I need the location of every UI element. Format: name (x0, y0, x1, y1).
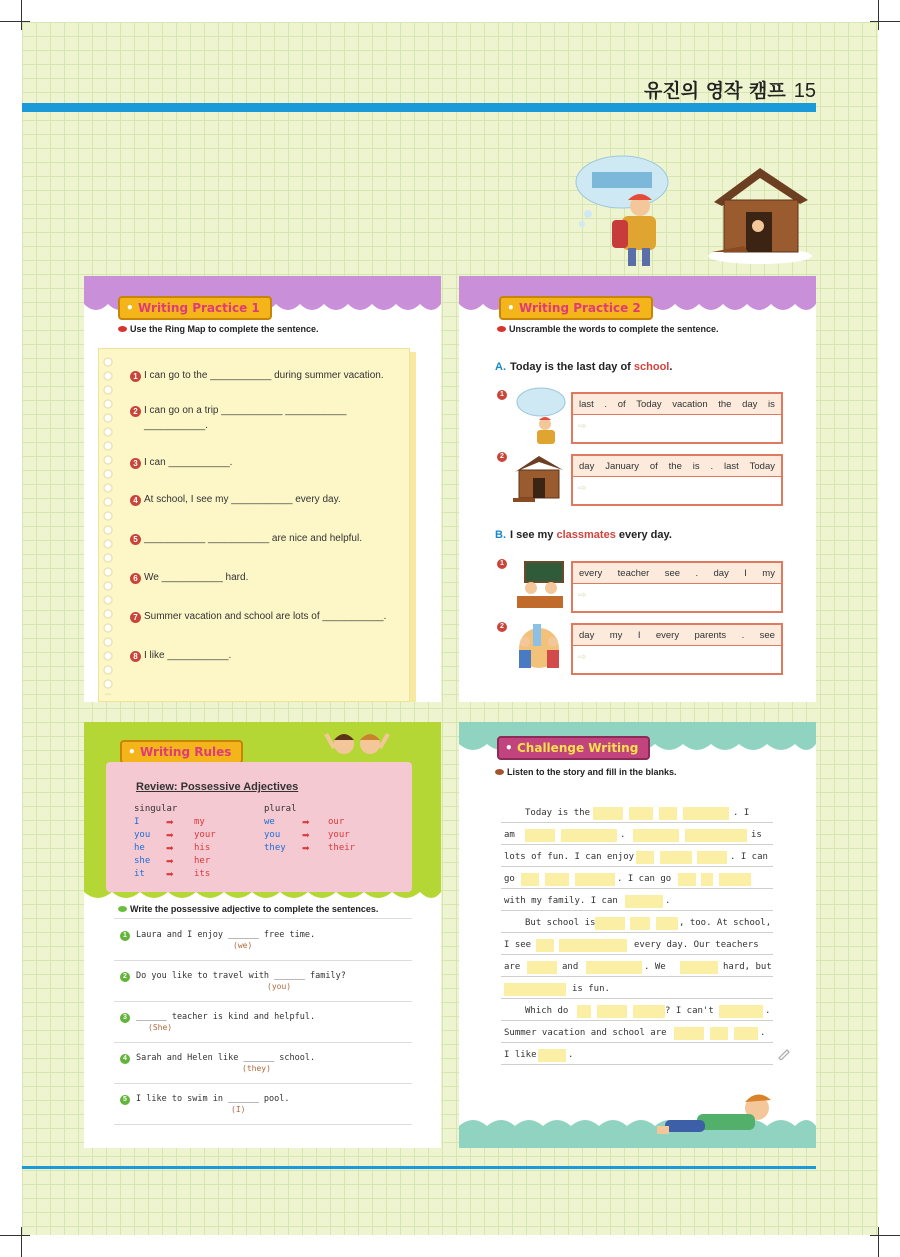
answer-blank[interactable] (678, 873, 696, 886)
answer-blank[interactable] (538, 1049, 566, 1062)
possessive-adjectives-card (106, 762, 412, 892)
pronoun: you (264, 830, 281, 840)
story-text: . (665, 896, 671, 906)
row-number: 1 (497, 559, 507, 569)
word-tile: . (741, 629, 745, 641)
section-highlight: classmates (556, 529, 616, 541)
exercise-text: Laura and I enjoy ______ free time. (136, 930, 316, 940)
story-text: I like (504, 1050, 537, 1060)
scramble-words (573, 456, 781, 477)
answer-blank[interactable] (630, 917, 650, 930)
page-header (644, 76, 816, 103)
exercise-number: 3 (120, 1013, 130, 1023)
item-number: 2 (130, 406, 141, 417)
possessive: her (194, 856, 211, 866)
badge-writing-rules: • Writing Rules (120, 740, 243, 764)
exercise-hint: (we) (233, 941, 253, 950)
practice1-item-3 (130, 457, 232, 469)
possessive: its (194, 869, 211, 879)
crop-mark (870, 1235, 900, 1236)
item-text: Summer vacation and school are lots of ___________. (144, 611, 387, 622)
answer-blank[interactable] (504, 983, 566, 996)
section-text: I see my (510, 529, 557, 541)
answer-blank[interactable] (719, 873, 751, 886)
arrow-right-icon: ➡ (166, 869, 174, 879)
notepad (98, 348, 410, 702)
section-letter: B. (495, 529, 506, 541)
answer-blank[interactable] (545, 873, 569, 886)
arrow-right-icon: ➡ (302, 830, 310, 840)
story-text: is (751, 830, 762, 840)
word-tile: teacher (617, 567, 650, 579)
row-number: 1 (497, 390, 507, 400)
page-number: 15 (793, 80, 816, 102)
arrow-right-icon: ➡ (302, 843, 310, 853)
answer-arrow-icon: ⇨ (578, 652, 587, 663)
exercise-5 (120, 1094, 290, 1105)
exercise-hint: (She) (148, 1023, 173, 1032)
story-text: and (562, 962, 579, 972)
scramble-box-a1 (571, 392, 783, 444)
item-text: At school, I see my ___________ every day. (144, 494, 341, 505)
scramble-box-b2 (571, 623, 783, 675)
crop-mark (878, 1227, 879, 1257)
boy-dreaming-illustration (570, 152, 670, 270)
item-text: ___________. (144, 420, 208, 431)
answer-blank[interactable] (633, 1005, 665, 1018)
family-illustration (509, 620, 567, 676)
badge-writing-practice-2: • Writing Practice 2 (499, 296, 653, 320)
pronoun: she (134, 856, 151, 866)
plural-label: plural (264, 804, 297, 814)
word-tile: day (742, 398, 758, 410)
notepad-binding (103, 355, 113, 695)
word-tile: last (723, 460, 739, 472)
word-tile: the (718, 398, 732, 410)
possessive: his (194, 843, 211, 853)
exercise-text: I like to swim in ______ pool. (136, 1094, 290, 1104)
exercise-hint: (I) (231, 1105, 246, 1114)
story-text: lots of fun. I can enjoy (504, 852, 635, 862)
cabin-illustration (704, 160, 814, 264)
story-text: . (760, 1028, 766, 1038)
page-title: 유진의 영작 캠프 (644, 80, 786, 102)
item-text: I like ___________. (144, 650, 232, 661)
answer-blank[interactable] (685, 829, 747, 842)
word-tile: Today (636, 398, 662, 410)
possessive: my (194, 817, 205, 827)
item-number: 8 (130, 651, 141, 662)
word-tile: the (668, 460, 682, 472)
arrow-right-icon: ➡ (166, 817, 174, 827)
divider (114, 1001, 412, 1002)
word-tile: I (637, 629, 641, 641)
exercise-number: 5 (120, 1095, 130, 1105)
answer-blank[interactable] (629, 807, 653, 820)
story-text: hard, but (723, 962, 772, 972)
answer-blank[interactable] (561, 829, 617, 842)
practice1-item-7 (130, 611, 386, 623)
word-tile: last (579, 398, 594, 410)
scramble-box-b1 (571, 561, 783, 613)
header-bar (22, 103, 816, 112)
word-tile: I (744, 567, 747, 579)
divider (114, 1042, 412, 1043)
item-number: 3 (130, 458, 141, 469)
rules-card-title: Review: Possessive Adjectives (136, 781, 299, 793)
answer-arrow-icon: ⇨ (578, 590, 587, 601)
row-number: 2 (497, 622, 507, 632)
answer-blank[interactable] (674, 1027, 704, 1040)
answer-blank[interactable] (734, 1027, 758, 1040)
word-tile: my (762, 567, 775, 579)
answer-blank[interactable] (710, 1027, 728, 1040)
word-tile: Today (749, 460, 775, 472)
scramble-words (573, 625, 781, 646)
scramble-words (573, 563, 781, 584)
divider (114, 918, 412, 919)
story-text: . (568, 1050, 574, 1060)
section-b-title (495, 529, 672, 541)
item-number: 6 (130, 573, 141, 584)
instruction-unscramble: Unscramble the words to complete the sentence. (497, 324, 719, 334)
word-tile: every (579, 567, 603, 579)
story-text: am (504, 830, 515, 840)
exercise-2 (120, 971, 346, 982)
scramble-words (573, 394, 781, 415)
answer-blank[interactable] (636, 851, 654, 864)
exercise-number: 1 (120, 931, 130, 941)
instruction-ring-map: Use the Ring Map to complete the sentence. (118, 324, 319, 334)
word-tile: is (692, 460, 700, 472)
answer-blank[interactable] (697, 851, 727, 864)
story-text: . (620, 830, 626, 840)
arrow-right-icon: ➡ (166, 843, 174, 853)
answer-blank[interactable] (719, 1005, 763, 1018)
story-text: go (504, 874, 515, 884)
answer-blank[interactable] (525, 829, 555, 842)
pronoun: I (134, 817, 140, 827)
word-tile: day (579, 460, 595, 472)
item-text: I can ___________. (144, 457, 233, 468)
exercise-hint: (you) (267, 982, 292, 991)
story-text: I see (504, 940, 532, 950)
answer-blank[interactable] (597, 1005, 627, 1018)
word-tile: see (664, 567, 681, 579)
story-text: Which do (525, 1006, 569, 1016)
answer-blank[interactable] (595, 917, 625, 930)
item-text: ___________ ___________ are nice and helpful. (144, 533, 362, 544)
crop-mark (0, 21, 30, 22)
item-number: 4 (130, 495, 141, 506)
exercise-text: ______ teacher is kind and helpful. (136, 1012, 316, 1022)
answer-blank[interactable] (536, 939, 554, 952)
word-tile: day (713, 567, 729, 579)
story-text: Summer vacation and school are (504, 1028, 667, 1038)
pronoun: it (134, 869, 145, 879)
answer-blank[interactable] (659, 807, 677, 820)
word-tile: my (609, 629, 623, 641)
answer-blank[interactable] (593, 807, 623, 820)
exercise-hint: (they) (242, 1064, 271, 1073)
practice1-item-2 (130, 405, 346, 417)
story-text: with my family. I can (504, 896, 618, 906)
challenge-writing-panel (459, 722, 816, 1148)
divider (114, 1124, 412, 1125)
story-text: But school is (525, 918, 596, 928)
exercise-number: 2 (120, 972, 130, 982)
crop-mark (878, 0, 879, 30)
word-tile: of (617, 398, 626, 410)
word-tile: . (710, 460, 714, 472)
answer-blank[interactable] (633, 829, 679, 842)
word-tile: January (605, 460, 639, 472)
exercise-4 (120, 1053, 315, 1064)
arrow-right-icon: ➡ (166, 856, 174, 866)
arrow-right-icon: ➡ (166, 830, 174, 840)
practice1-item-8 (130, 650, 231, 662)
story-text: is fun. (572, 984, 610, 994)
pencil-icon (777, 1046, 791, 1060)
exercise-number: 4 (120, 1054, 130, 1064)
crop-mark (0, 1235, 30, 1236)
dream-illustration (511, 386, 567, 446)
cabin-small-illustration (511, 454, 567, 506)
item-number: 7 (130, 612, 141, 623)
story-text: . I (733, 808, 750, 818)
crop-mark (21, 1227, 22, 1257)
practice1-item-6 (130, 572, 248, 584)
writing-rules-panel (84, 722, 441, 1148)
answer-blank[interactable] (701, 873, 713, 886)
practice1-item-4 (130, 494, 341, 506)
word-tile: every (655, 629, 680, 641)
answer-blank[interactable] (527, 961, 557, 974)
section-text: . (669, 361, 673, 373)
pronoun: we (264, 817, 275, 827)
writing-practice-1-panel (84, 276, 441, 702)
pronoun: you (134, 830, 151, 840)
classroom-illustration (511, 558, 567, 614)
boy-relaxing-illustration (657, 1086, 785, 1146)
answer-arrow-icon: ⇨ (578, 421, 587, 432)
possessive: our (328, 817, 345, 827)
possessive: your (194, 830, 216, 840)
word-tile: . (604, 398, 608, 410)
row-number: 2 (497, 452, 507, 462)
divider (114, 960, 412, 961)
item-text: We ___________ hard. (144, 572, 249, 583)
answer-blank[interactable] (521, 873, 539, 886)
pronoun: they (264, 843, 286, 853)
footer-bar (22, 1166, 816, 1169)
story-text: . We (644, 962, 666, 972)
answer-blank[interactable] (559, 939, 627, 952)
story-text: , too. At school, (679, 918, 772, 928)
answer-blank[interactable] (575, 873, 615, 886)
exercise-1 (120, 930, 315, 941)
crop-mark (870, 21, 900, 22)
possessive: their (328, 843, 356, 853)
possessive: your (328, 830, 350, 840)
crop-mark (21, 0, 22, 30)
story-text: . I can go (617, 874, 672, 884)
answer-arrow-icon: ⇨ (578, 483, 587, 494)
story-text: . (765, 1006, 771, 1016)
item-number: 1 (130, 371, 141, 382)
exercise-text: Sarah and Helen like ______ school. (136, 1053, 316, 1063)
instruction-possessive: Write the possessive adjective to complete the sentences. (118, 904, 378, 914)
writing-practice-2-panel (459, 276, 816, 702)
story-text: are (504, 962, 521, 972)
answer-blank[interactable] (586, 961, 642, 974)
answer-blank[interactable] (577, 1005, 591, 1018)
section-text: Today is the last day of (510, 361, 634, 373)
answer-blank[interactable] (625, 895, 663, 908)
practice1-item-5 (130, 533, 362, 545)
scramble-box-a2 (571, 454, 783, 506)
word-tile: . (695, 567, 699, 579)
answer-blank[interactable] (656, 917, 678, 930)
badge-writing-practice-1: • Writing Practice 1 (118, 296, 272, 320)
practice1-item-2-cont (144, 420, 208, 431)
exercise-3 (120, 1012, 315, 1023)
story-text: every day. Our teachers (634, 940, 759, 950)
story-text: Today is the (525, 808, 591, 818)
section-text: every day. (615, 529, 672, 541)
section-letter: A. (495, 361, 506, 373)
instruction-listen: Listen to the story and fill in the blanks. (495, 767, 677, 777)
answer-blank[interactable] (680, 961, 718, 974)
word-tile: of (649, 460, 658, 472)
answer-blank[interactable] (660, 851, 692, 864)
word-tile: see (759, 629, 775, 641)
pronoun: he (134, 843, 145, 853)
item-text: I can go on a trip ___________ ___________ (144, 405, 347, 416)
divider (114, 1083, 412, 1084)
word-tile: vacation (672, 398, 708, 410)
badge-challenge-writing: • Challenge Writing (497, 736, 650, 760)
section-highlight: school (633, 361, 670, 373)
word-tile: is (768, 398, 775, 410)
word-tile: day (579, 629, 595, 641)
answer-blank[interactable] (683, 807, 729, 820)
story-text: . I can (730, 852, 768, 862)
practice1-item-1 (130, 370, 384, 382)
section-a-title (495, 361, 672, 373)
singular-label: singular (134, 804, 178, 814)
story-text: ? I can't (665, 1006, 714, 1016)
arrow-right-icon: ➡ (302, 817, 310, 827)
word-tile: parents (694, 629, 727, 641)
kids-waving-illustration (320, 724, 394, 764)
item-text: I can go to the ___________ during summer vacation. (144, 370, 384, 381)
item-number: 5 (130, 534, 141, 545)
exercise-text: Do you like to travel with ______ family? (136, 971, 346, 981)
